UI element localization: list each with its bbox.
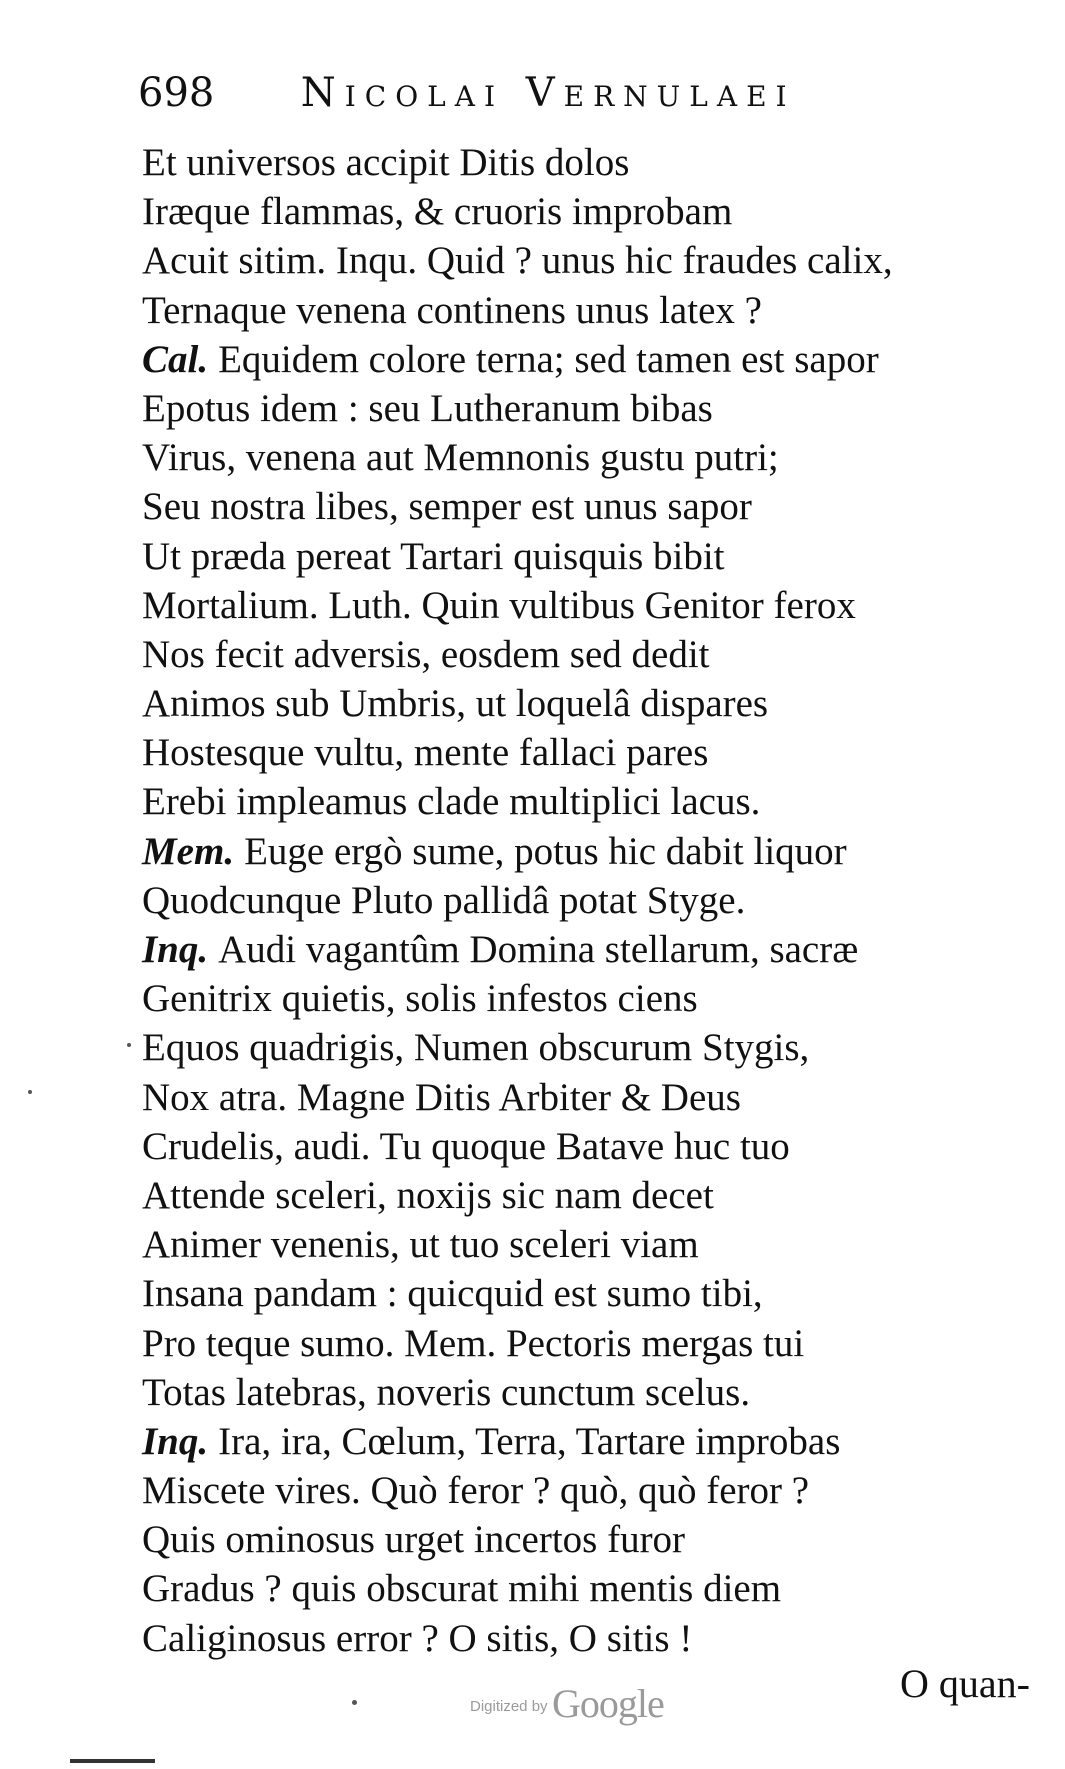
verse-text: Quis ominosus urget incertos furor [142, 1518, 686, 1562]
verse-text: Virus, venena aut Memnonis gustu putri; [142, 436, 779, 480]
verse-text: Audi vagantûm Domina stellarum, sacræ [218, 928, 859, 971]
catchword: O quan- [900, 1661, 1030, 1706]
verse-text: Gradus ? quis obscurat mihi mentis diem [142, 1567, 782, 1611]
verse-line [142, 1023, 1047, 1072]
verse-line [142, 1417, 1047, 1466]
verse-line [142, 777, 1047, 826]
verse-line [142, 236, 1047, 285]
verse-line [142, 384, 1047, 433]
verse-text: Equos quadrigis, Numen obscurum Stygis, [142, 1026, 810, 1070]
verse-line [142, 433, 1047, 482]
verse-line [142, 482, 1047, 531]
verse-line [142, 974, 1047, 1023]
verse-line [142, 1319, 1047, 1368]
verse-line [142, 581, 1047, 630]
verse-text: Et universos accipit Ditis dolos [142, 141, 630, 184]
verse-line [142, 1122, 1047, 1171]
page-number: 698 [138, 70, 215, 116]
verse-text: Crudelis, audi. Tu quoque Batave huc tuo [142, 1124, 790, 1168]
verse-text: Caliginosus error ? O sitis, O sitis ! [142, 1616, 693, 1660]
verse-line [142, 187, 1047, 236]
footer-rule [70, 1759, 155, 1763]
verse-line [142, 925, 1047, 974]
verse-text: Pro teque sumo. Mem. Pectoris mergas tui [142, 1321, 805, 1365]
verse-text: Quodcunque Pluto pallidâ potat Styge. [142, 878, 746, 922]
verse-text: Ut præda pereat Tartari quisquis bibit [142, 534, 725, 578]
verse-line [142, 630, 1047, 679]
verse-text: Equidem colore terna; sed tamen est sapor [218, 337, 879, 381]
verse-text: Attende sceleri, noxijs sic nam decet [142, 1173, 714, 1217]
specks [127, 1043, 131, 1047]
digitization-watermark [470, 1680, 664, 1727]
verse-text: Insana pandam : quicquid est sumo tibi, [142, 1272, 763, 1316]
verse-line [142, 1269, 1047, 1318]
verse-line [142, 1564, 1047, 1613]
verse-text: Hostesque vultu, mente fallaci pares [142, 731, 709, 775]
specks [28, 1090, 32, 1094]
verse-text: Genitrix quietis, solis infestos ciens [142, 977, 698, 1021]
verse-text: Totas latebras, noveris cunctum scelus. [142, 1370, 751, 1414]
specks [352, 1700, 357, 1705]
watermark-prefix: Digitized by [470, 1698, 548, 1715]
verse-line [142, 1515, 1047, 1564]
running-header [138, 70, 938, 116]
verse-block [142, 138, 1047, 1663]
running-title: Nicolai Vernulaei [300, 70, 796, 116]
verse-text: Erebi impleamus clade multiplici lacus. [142, 780, 761, 824]
verse-text: Epotus idem : seu Lutheranum bibas [142, 386, 713, 430]
verse-line [142, 138, 1047, 187]
speaker-label: Cal. [142, 337, 209, 381]
speaker-label: Mem. [142, 829, 235, 873]
verse-text: Nox atra. Magne Ditis Arbiter & Deus [142, 1075, 741, 1119]
verse-line [142, 532, 1047, 581]
verse-line [142, 1614, 1047, 1663]
verse-text: Animos sub Umbris, ut loquelâ dispares [142, 682, 769, 726]
speaker-label: Inq. [142, 1419, 209, 1463]
verse-text: Miscete vires. Quò feror ? quò, quò feror ? [142, 1469, 810, 1513]
verse-line [142, 728, 1047, 777]
verse-text: Ira, ira, Cœlum, Terra, Tartare improbas [218, 1419, 841, 1463]
verse-line [142, 1171, 1047, 1220]
verse-line [142, 876, 1047, 925]
verse-line [142, 1466, 1047, 1515]
verse-text: Ternaque venena continens unus latex ? [142, 288, 762, 332]
verse-text: Animer venenis, ut tuo sceleri viam [142, 1223, 699, 1267]
speaker-label: Inq. [142, 928, 209, 971]
watermark-brand: Google [552, 1681, 664, 1726]
verse-line [142, 286, 1047, 335]
verse-text: Iræque flammas, & cruoris improbam [142, 190, 733, 234]
verse-line [142, 1073, 1047, 1122]
verse-text: Mortalium. Luth. Quin vultibus Genitor ferox [142, 583, 856, 627]
verse-line [142, 827, 1047, 876]
verse-text: Acuit sitim. Inqu. Quid ? unus hic fraudes calix, [142, 239, 893, 283]
verse-line [142, 335, 1047, 384]
verse-line [142, 1368, 1047, 1417]
verse-text: Nos fecit adversis, eosdem sed dedit [142, 632, 710, 676]
verse-text: Seu nostra libes, semper est unus sapor [142, 485, 752, 529]
verse-line [142, 679, 1047, 728]
verse-line [142, 1220, 1047, 1269]
verse-text: Euge ergò sume, potus hic dabit liquor [244, 829, 847, 873]
